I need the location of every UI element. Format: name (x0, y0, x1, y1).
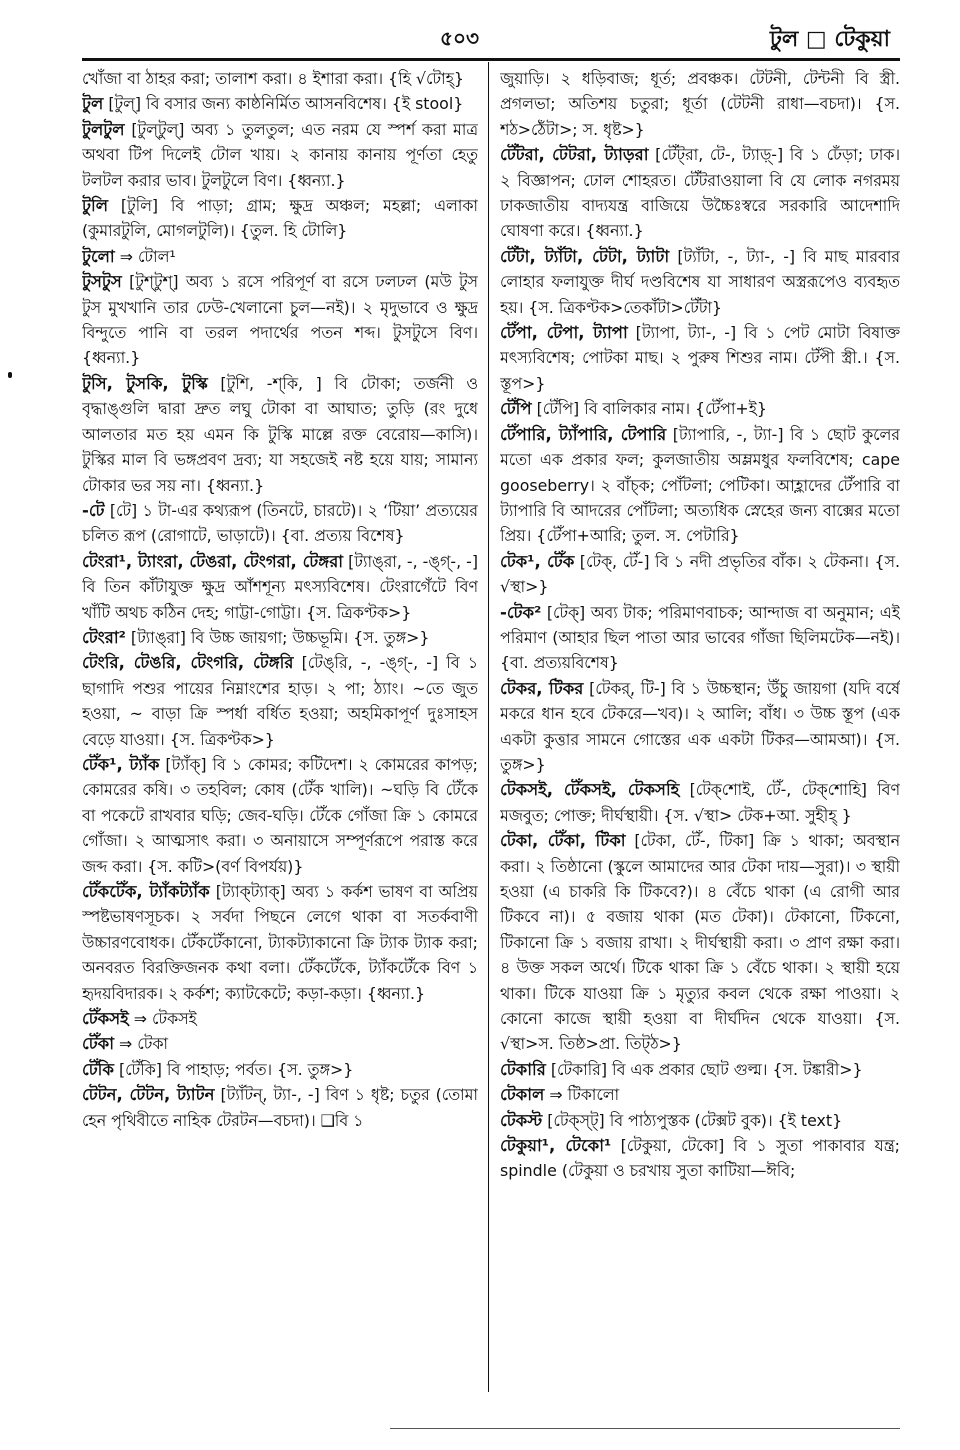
dictionary-entry (500, 1057, 900, 1082)
dictionary-entry (82, 244, 478, 269)
margin-mark (8, 372, 12, 378)
entry-headword: -টে (82, 500, 105, 520)
left-column (82, 66, 478, 1376)
entry-definition: [টুলি] বি পাড়া; গ্রাম; ক্ষুদ্র অঞ্চল; মহল্লা; এলাকা (কুমারটুলি, মোগলটুলি)। {তুল. হি টোলি} (82, 196, 478, 241)
dictionary-entry (82, 371, 478, 498)
entry-headword: টেঁক¹, ট্যাঁক (82, 754, 160, 774)
dictionary-entry (500, 1082, 900, 1107)
entry-definition: [টেঙ্‌রি, -, -ঙ্‌গ্-, -] বি ১ ছাগাদি পশুর পায়ের নিম্নাংশের হাড়। ২ পা; ঠ্যাং। ~তে জুত হওয়া, ~ বাড়া ক্রি স্পর্ধা বর্ধিত হওয়া; অহমিকাপূর্ণ দুঃসাহস বেড়ে যাওয়া। {স. ত্রিকণ্টক>} (82, 653, 478, 749)
entry-definition: [টুল্‌টুল্] অব্য ১ তুলতুল; এত নরম যে স্পর্শ করা মাত্র অথবা টিপ দিলেই টোল খায়। ২ কানায় কানায় পূর্ণতা হেতু টলটল করার ভাব। টুলটুলে বিণ। {ধ্বন্যা.} (82, 119, 478, 190)
dictionary-entry (500, 244, 900, 320)
entry-headword: টেকাল (500, 1085, 545, 1105)
entry-headword: টেকসই, টেঁকসই, টেকসহি (500, 780, 680, 800)
entry-definition: [ট্যাঁক্] বি ১ কোমর; কটিদেশ। ২ কোমরের কাপড়; কোমরের কষি। ৩ তহবিল; কোষ (টেঁক খালি)। ~ঘড়ি বি টেঁকে বা পকেটে রাখবার ঘড়ি; জেব-ঘড়ি। টেঁকে গোঁজা ক্রি ১ কোমরে গোঁজা। ২ আত্মসাৎ করা। ৩ অনায়াসে সম্পূর্ণরূপে পরাস্ত করে জব্দ করা। {স. কটি>(বর্ণ বিপর্যয়)} (82, 754, 478, 876)
entry-headword: টেঁটা, ট্যাঁটা, টেটা, ট্যাটা (500, 246, 670, 266)
entry-definition: [টেক্‌শোই, টেঁ-, টেক্‌শোহি] বিণ মজবুত; পোক্ত; দীর্ঘস্থায়ী। {স. √স্থা> টেক+আ. সুহীহ্ } (500, 780, 900, 825)
dictionary-entry (500, 1133, 900, 1184)
entry-headword: টেঁকি (82, 1059, 114, 1079)
entry-headword: টেঁকটেঁক, ট্যাঁকট্যাঁক (82, 882, 210, 901)
entry-headword: টুসটুস (82, 272, 122, 292)
dictionary-entry (82, 269, 478, 371)
entry-definition: খোঁজা বা ঠাহর করা; তালাশ করা। ৪ ইশারা করা। {হি √টোহ্} (82, 69, 464, 88)
dictionary-entry (82, 66, 478, 91)
entry-headword: টুলি (82, 196, 109, 216)
entry-definition: [ট্যাক্‌ট্যাক্] অব্য ১ কর্কশ ভাষণ বা অপ্রিয় স্পষ্টভাষণসূচক। ২ সর্বদা পিছনে লেগে থাকা বা সতর্কবাণী উচ্চারণবোধক। টেঁকটেঁকানো, ট্যাকট্যাকানো ক্রি ট্যাক ট্যাক করা; অনবরত বিরক্তিজনক কথা বলা। টেঁকটেঁকে, ট্যাঁকটেঁকে বিণ ১ হৃদয়বিদারক। ২ কর্কশ; ক্যাটকেটে; কড়া-কড়া। {ধ্বন্যা.} (82, 882, 478, 1003)
footer-rule (390, 1428, 900, 1429)
dictionary-entry (82, 549, 478, 625)
dictionary-entry (500, 1108, 900, 1133)
dictionary-entry (82, 498, 478, 549)
entry-headword: টেকুয়া¹, টেকো¹ (500, 1136, 612, 1156)
entry-definition: [ট্যাপারি, -, ট্যা-] বি ১ ছোট কুলের মতো এক প্রকার ফল; কুলজাতীয় অম্লমধুর ফলবিশেষ; cape gooseberry। ২ বাঁচ্ক; পোঁটলা; পেটিকা। আহ্লাদের টেঁপারি বা ট্যাপারি বি আদরের পোঁটলা; অত্যধিক স্নেহের জন্য বাক্সের মতো প্রিয়। {টেঁপা+আরি; তুল. স. পেটারি} (500, 424, 900, 546)
entry-definition: [টেকর্, টি-] বি ১ উচ্চস্থান; উঁচু জায়গা (যদি বর্ষে মকরে ধান হবে টেকরে—খব)। ২ আলি; বাঁধ। ৩ উচ্চ স্তূপ (এক একটা কুত্তার সামনে গোস্তের এক একটা টিকর—আমআ)। {স. তুঙ্গ>} (500, 678, 900, 774)
dictionary-entry (82, 1082, 478, 1133)
guide-words: টুল □ টেকুয়া (769, 27, 890, 52)
entry-headword: টেঁকসই (82, 1009, 129, 1029)
entry-definition: [টেক্, টেঁ-] বি ১ নদী প্রভৃতির বাঁক। ২ টেকনা। {স. √স্থা>} (500, 551, 900, 597)
dictionary-entry (500, 422, 900, 549)
entry-headword: টুসি, টুসকি, টুস্কি (82, 373, 208, 393)
entry-definition: [টেকারি] বি এক প্রকার ছোট গুল্ম। {স. টঙ্কারী>} (550, 1059, 863, 1079)
dictionary-entry (82, 650, 478, 752)
entry-headword: টুল (82, 94, 104, 114)
dictionary-entry (82, 1031, 478, 1056)
entry-headword: টেংরি, টেঙরি, টেংগরি, টেঙ্গরি (82, 653, 294, 673)
entry-headword: -টেক² (500, 602, 542, 622)
dictionary-entry (82, 193, 478, 244)
dictionary-entry (82, 1006, 478, 1031)
entry-definition: [ট্যাঁটা, -, ট্যা-, -] বি মাছ মারবার লোহার ফলাযুক্ত দীর্ঘ দণ্ডবিশেষ যা সাধারণ অস্ত্ররূপেও ব্যবহৃত হয়। {স. ত্রিকণ্টক>তেকাঁটা>টেঁটা} (500, 246, 900, 317)
dictionary-entry (82, 117, 478, 193)
entry-headword: টেটন, টেটন, ট্যাটন (82, 1085, 215, 1105)
dictionary-entry (500, 142, 900, 244)
entry-headword: টেংরা¹, ট্যাংরা, টেঙরা, টেংগরা, টেঙ্গরা (82, 551, 344, 571)
entry-definition: ⇒ টেকসই (133, 1009, 197, 1029)
entry-definition: [টেঁকি] বি পাহাড়; পর্বত। {স. তুঙ্গ>} (118, 1059, 354, 1079)
entry-headword: টুলো (82, 246, 115, 266)
entry-definition: জুয়াড়ি। ২ ধড়িবাজ; ধূর্ত; প্রবঞ্চক। টেটনী, টেন্টনী বি স্ত্রী. প্রগলভা; অতিশয় চতুরা; ধূর্তা (টেটনী রাধা—বচদা)। {স. শঠ>ঠেঁটা>; স. ধৃষ্ট>} (500, 69, 900, 139)
entry-definition: ⇒ টেকা (119, 1034, 168, 1054)
dictionary-entry (82, 625, 478, 650)
entry-definition: [টেক্‌স্‌ট্] বি পাঠ্যপুস্তক (টেক্সট বুক)। {ই text} (547, 1110, 843, 1130)
dictionary-entry (500, 66, 900, 142)
entry-headword: টুলটুল (82, 119, 125, 139)
page-number: ৫০৩ (440, 26, 479, 50)
dictionary-entry (500, 396, 900, 421)
entry-headword: টেকা, টেঁকা, টিকা (500, 831, 626, 851)
dictionary-entry (500, 777, 900, 828)
entry-definition: ⇒ টোল¹ (119, 246, 176, 266)
entry-headword: টেঁপারি, ট্যাঁপারি, টেপারি (500, 424, 667, 444)
dictionary-entry (82, 879, 478, 1006)
entry-definition: [টুশ্‌টুশ্] অব্য ১ রসে পরিপূর্ণ বা রসে ঢলঢল (মউ টুস টুস মুখখানি তার ঢেউ-খেলানো চুল—নই)। ২ মৃদুভাবে ও ক্ষুদ্র বিন্দুতে পানি বা তরল পদার্থের পতন শব্দ। টুসটুসে বিণ। {ধ্বন্যা.} (82, 272, 478, 368)
entry-headword: টেঁপি (500, 399, 532, 419)
entry-headword: টেঁকা (82, 1034, 115, 1054)
entry-headword: টেকর, টিকর (500, 678, 584, 698)
dictionary-entry (500, 320, 900, 396)
entry-headword: টেঁপা, টেপা, ট্যাপা (500, 323, 628, 343)
header-rule (82, 58, 900, 61)
entry-definition: ⇒ টিকালো (549, 1085, 620, 1105)
entry-definition: [টেকুয়া, টেকো] বি ১ সুতা পাকাবার যন্ত্র; spindle (টেকুয়া ও চরখায় সুতা কাটিয়া—ঈবি; (500, 1136, 900, 1181)
entry-headword: টেকারি (500, 1059, 546, 1079)
dictionary-entry (82, 1057, 478, 1082)
entry-definition: [টুল্] বি বসার জন্য কাষ্ঠনির্মিত আসনবিশেষ। {ই stool} (108, 94, 464, 114)
dictionary-entry (500, 600, 900, 676)
dictionary-entry (500, 549, 900, 600)
entry-headword: টেঁটরা, টেটরা, ট্যাড়রা (500, 145, 649, 165)
entry-headword: টেংরা² (82, 627, 126, 647)
dictionary-entry (82, 752, 478, 879)
dictionary-entry (82, 91, 478, 116)
dictionary-entry (500, 676, 900, 778)
entry-definition: [ট্যাপা, ট্যা-, -] বি ১ পেট মোটা বিষাক্ত মৎস্যবিশেষ; পোটকা মাছ। ২ পুরুষ শিশুর নাম। টেঁপী স্ত্রী.। {স. স্তূপ>} (500, 323, 900, 393)
entry-definition: [টুশি, -শ্‌কি, ] বি টোকা; তর্জনী ও বৃদ্ধাঙ্গুলি দ্বারা দ্রুত লঘু টোকা বা আঘাত; তুড়ি (রং দুধে আলতার মত হয় এমন কি টুস্কি মাল্লে রক্ত বেরোয়—কাসি)। টুস্কির মাল বি ভঙ্গপ্রবণ দ্রব্য; যা সহজেই নষ্ট হয়ে যায়; সামান্য টোকার ভর সয় না। {ধ্বন্যা.} (82, 373, 478, 495)
entry-definition: [টেঁট্‌রা, টে-, ট্যাড়্-] বি ১ ঢেঁড়া; ঢাক। ২ বিজ্ঞাপন; ঢোল শোহরত। টেঁটরাওয়ালা বি যে লোক নগরময় ঢাকজাতীয় বাদ্যযন্ত্র বাজিয়ে উচ্চৈঃস্বরে সরকারি আদেশাদি ঘোষণা করে। {ধ্বন্যা.} (500, 145, 900, 241)
entry-definition: [টে] ১ টা-এর কথ্যরূপ (তিনটে, চারটে)। ২ ‘টিয়া’ প্রত্যয়ের চলিত রূপ (রোগাটে, ভাড়াটে)। {বা. প্রত্যয় বিশেষ} (82, 500, 478, 546)
entry-definition: [ট্যাঁটন্, ট্যা-, -] বিণ ১ ধৃষ্ট; চতুর (তোমা হেন পৃথিবীতে নাহিক টেরটন—বচদা)। ❑বি ১ (82, 1085, 478, 1130)
column-divider (488, 62, 489, 1392)
entry-definition: [ট্যাঙ্‌রা] বি উচ্চ জায়গা; উচ্চভূমি। {স. তুঙ্গ>} (130, 627, 430, 647)
entry-definition: [ট্যাঙ্‌রা, -, -ঙ্‌গ্-, -] বি তিন কাঁটাযুক্ত ক্ষুদ্র আঁশশূন্য মৎস্যবিশেষ। টেংরাগেঁটে বিণ খাঁটি অথচ কঠিন দেহ; গাট্টা-গোট্টা। {স. ত্রিকণ্টক>} (82, 551, 478, 622)
right-column (500, 66, 900, 1376)
entry-headword: টেক¹, টেঁক (500, 551, 575, 571)
dictionary-entry (500, 828, 900, 1057)
entry-definition: [টেঁপি] বি বালিকার নাম। {টেঁপা+ই} (536, 399, 767, 419)
entry-headword: টেকস্ট (500, 1110, 543, 1130)
entry-definition: [টেকা, টেঁ-, টিকা] ক্রি ১ থাকা; অবস্থান করা। ২ তিষ্ঠানো (স্কুলে আমাদের আর টেকা দায়—সুরা)। ৩ স্থায়ী হওয়া (এ চাকরি কি টিকবে?)। ৪ বেঁচে থাকা (এ রোগী আর টিকবে না)। ৫ বজায় থাকা (মত টেকা)। টেকানো, টিকনো, টিকানো ক্রি ১ বজায় রাখা। ২ দীর্ঘস্থায়ী করা। ৩ প্রাণ রক্ষা করা। ৪ উক্ত সকল অর্থে। টিকে থাকা ক্রি ১ বেঁচে থাকা। ২ স্থায়ী হয়ে থাকা। টিকে যাওয়া ক্রি ১ মৃত্যুর কবল থেকে রক্ষা পাওয়া। ২ কোনো কাজে স্থায়ী হওয়া বা দীর্ঘদিন থেকে যাওয়া। {স. √স্থা>স. তিষ্ঠ>প্রা. তিট্ঠ>} (500, 831, 900, 1054)
entry-definition: [টেক্] অব্য টাক; পরিমাণবাচক; আন্দাজ বা অনুমান; এই পরিমাণ (আহার ছিল পাতা আর ভাবের গাঁজা ছিলিমটেক—নই)। {বা. প্রত্যয়বিশেষ} (500, 602, 900, 673)
